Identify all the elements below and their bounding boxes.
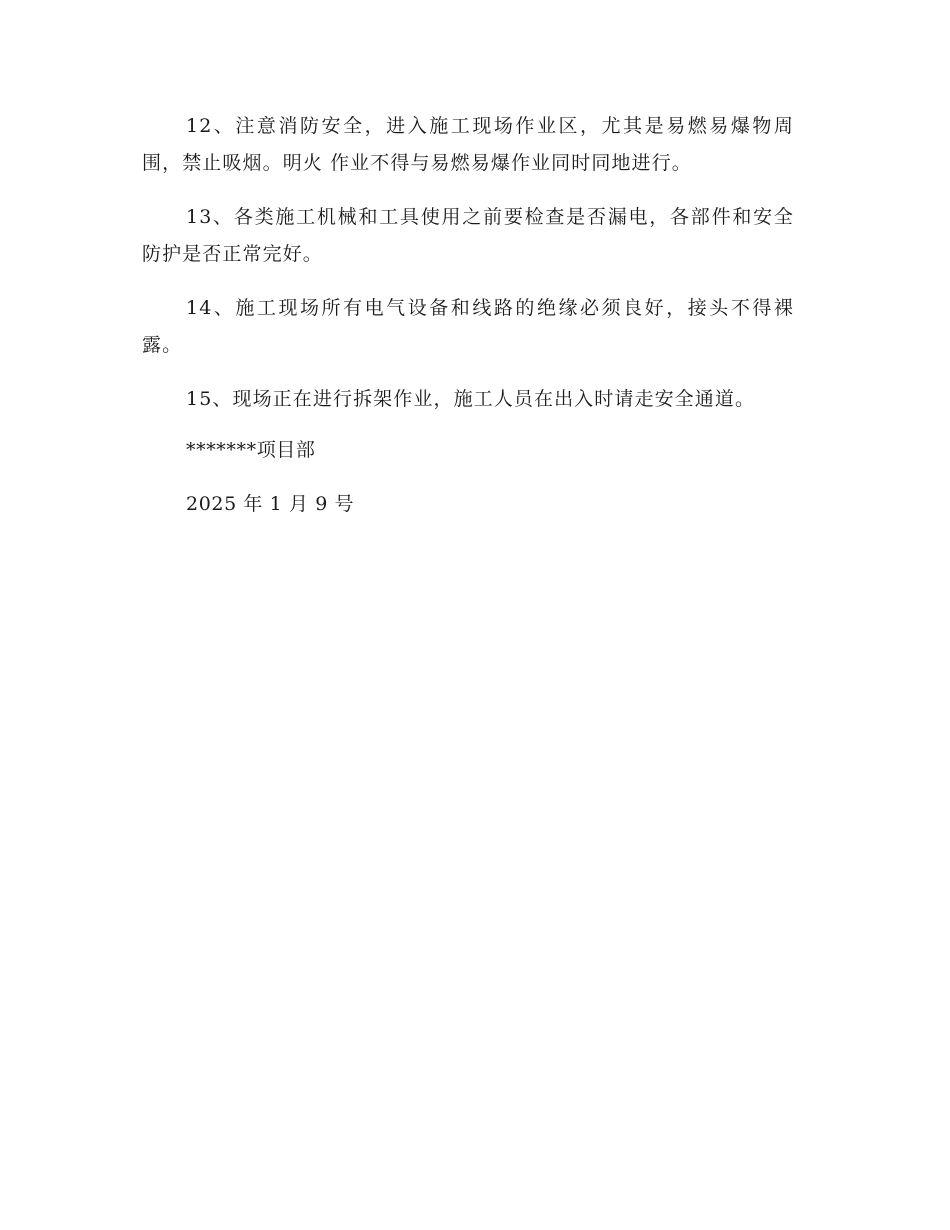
document-page [142,108,794,523]
rule-paragraph-13: 13、各类施工机械和工具使用之前要检查是否漏电，各部件和安全防护是否正常完好。 [142,206,794,265]
rule-paragraph-14: 14、施工现场所有电气设备和线路的绝缘必须良好，接头不得裸露。 [142,297,794,356]
signature-department: *******项目部 [186,439,316,461]
rule-paragraph-15: 15、现场正在进行拆架作业，施工人员在出入时请走安全通道。 [186,388,756,410]
rule-paragraph-12: 12、注意消防安全，进入施工现场作业区，尤其是易燃易爆物周围，禁止吸烟。明火 作业不得与易燃易爆作业同时同地进行。 [142,115,794,174]
document-date: 2025 年 1 月 9 号 [186,493,355,515]
